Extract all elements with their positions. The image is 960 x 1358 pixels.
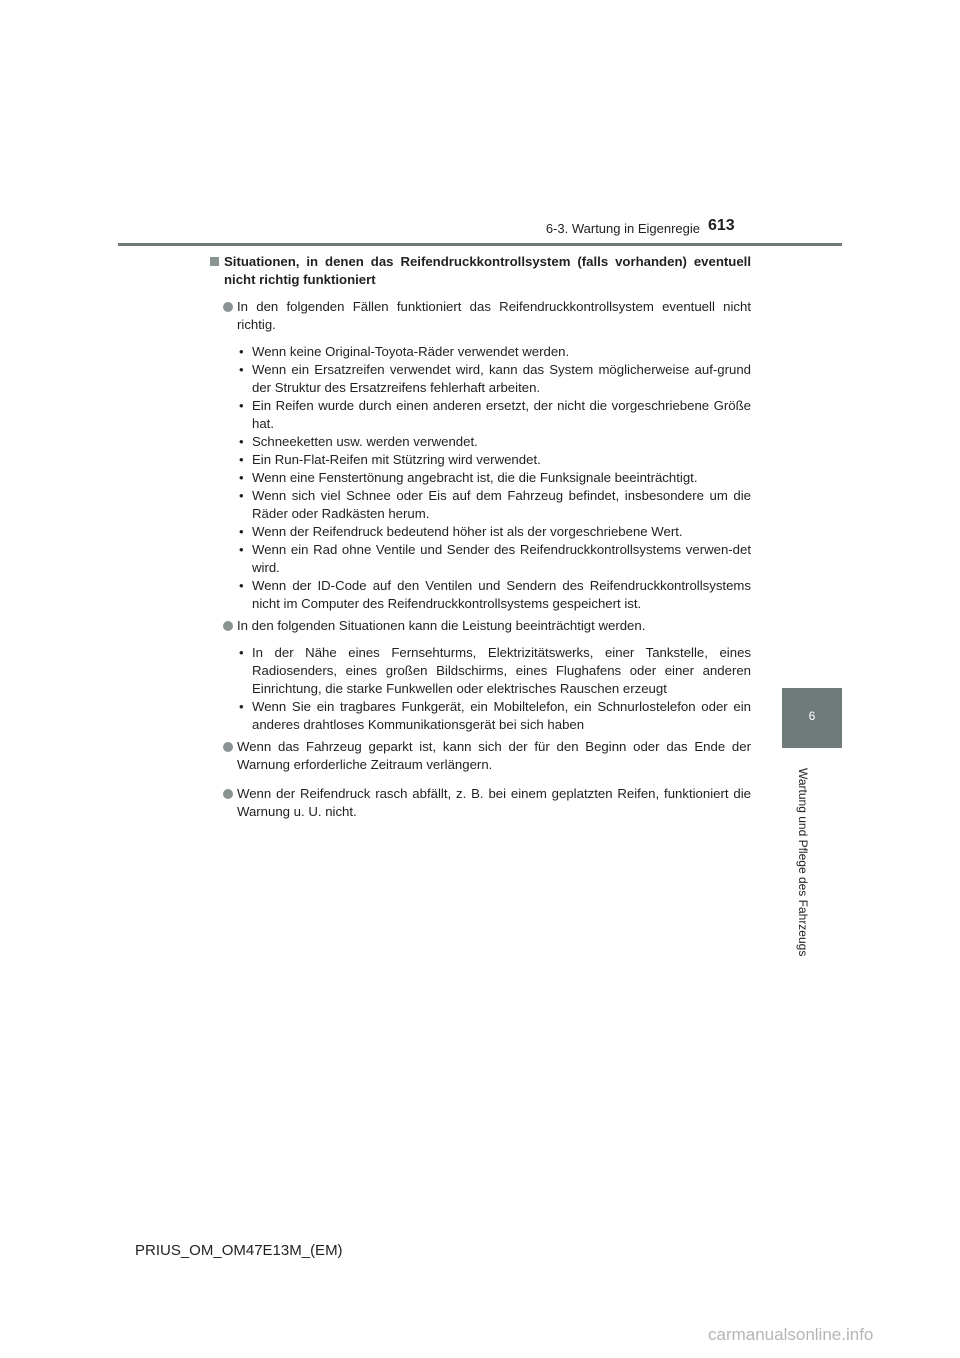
list-item: • Wenn ein Rad ohne Ventile und Sender des Reifendruckkontrollsystems verwen-det wird. [239,541,751,577]
point-text: Wenn das Fahrzeug geparkt ist, kann sich der für den Beginn oder das Ende der Warnung erforderliche Zeitraum verlängern. [237,739,751,772]
circle-bullet-icon [223,789,233,799]
section-title: 6-3. Wartung in Eigenregie [545,221,700,236]
point-item [209,298,751,334]
point-item [209,785,751,821]
page-content [209,253,751,821]
point-item [209,738,751,774]
condition-list [209,343,751,613]
list-item: • Ein Run-Flat-Reifen mit Stützring wird verwendet. [239,451,751,469]
list-item: • Schneeketten usw. werden verwendet. [239,433,751,451]
point-text: Wenn der Reifendruck rasch abfällt, z. B. bei einem geplatzten Reifen, funktioniert die Warnung u. U. nicht. [237,786,751,819]
point-item [209,617,751,635]
chapter-tab[interactable] [782,688,842,748]
circle-bullet-icon [223,621,233,631]
list-item: • Wenn der ID-Code auf den Ventilen und Sendern des Reifendruckkontrollsystems nicht im Computer des Reifendruckkontrollsystems gespeichert ist. [239,577,751,613]
circle-bullet-icon [223,302,233,312]
list-item: • Wenn ein Ersatzreifen verwendet wird, kann das System möglicherweise auf-grund der Struktur des Ersatzreifens fehlerhaft arbeiten. [239,361,751,397]
circle-bullet-icon [223,742,233,752]
chapter-label: Wartung und Pflege des Fahrzeugs [796,768,810,957]
square-bullet-icon [210,257,219,266]
list-item: • Wenn Sie ein tragbares Funkgerät, ein Mobiltelefon, ein Schnurlostelefon oder ein anderes drahtloses Kommunikationsgerät bei sich haben [239,698,751,734]
watermark: carmanualsonline.info [708,1325,874,1344]
condition-list [209,644,751,734]
list-item: • Wenn der Reifendruck bedeutend höher ist als der vorgeschriebene Wert. [239,523,751,541]
page-number: 613 [708,217,735,234]
header-divider [118,243,842,246]
point-text: In den folgenden Situationen kann die Leistung beeinträchtigt werden. [237,618,646,633]
document-code: PRIUS_OM_OM47E13M_(EM) [135,1242,343,1259]
section-heading [209,253,751,289]
point-text: In den folgenden Fällen funktioniert das Reifendruckkontrollsystem eventuell nicht richtig. [237,299,751,332]
list-item: • Wenn eine Fenstertönung angebracht ist, die die Funksignale beeinträchtigt. [239,469,751,487]
list-item: • Wenn keine Original-Toyota-Räder verwendet werden. [239,343,751,361]
list-item: • In der Nähe eines Fernsehturms, Elektrizitätswerks, einer Tankstelle, eines Radiosenders, eines großen Bildschirms, eines Flughafens oder einer anderen Einrichtung, die starke Funkwellen oder elektrisches Rauschen erzeugt [239,644,751,698]
list-item: • Wenn sich viel Schnee oder Eis auf dem Fahrzeug befindet, insbesondere um die Räder oder Radkästen herum. [239,487,751,523]
section-heading-text: Situationen, in denen das Reifendruckkontrollsystem (falls vorhanden) eventuell nicht richtig funktioniert [224,254,751,287]
list-item: • Ein Reifen wurde durch einen anderen ersetzt, der nicht die vorgeschriebene Größe hat. [239,397,751,433]
chapter-number: 6 [808,709,816,723]
